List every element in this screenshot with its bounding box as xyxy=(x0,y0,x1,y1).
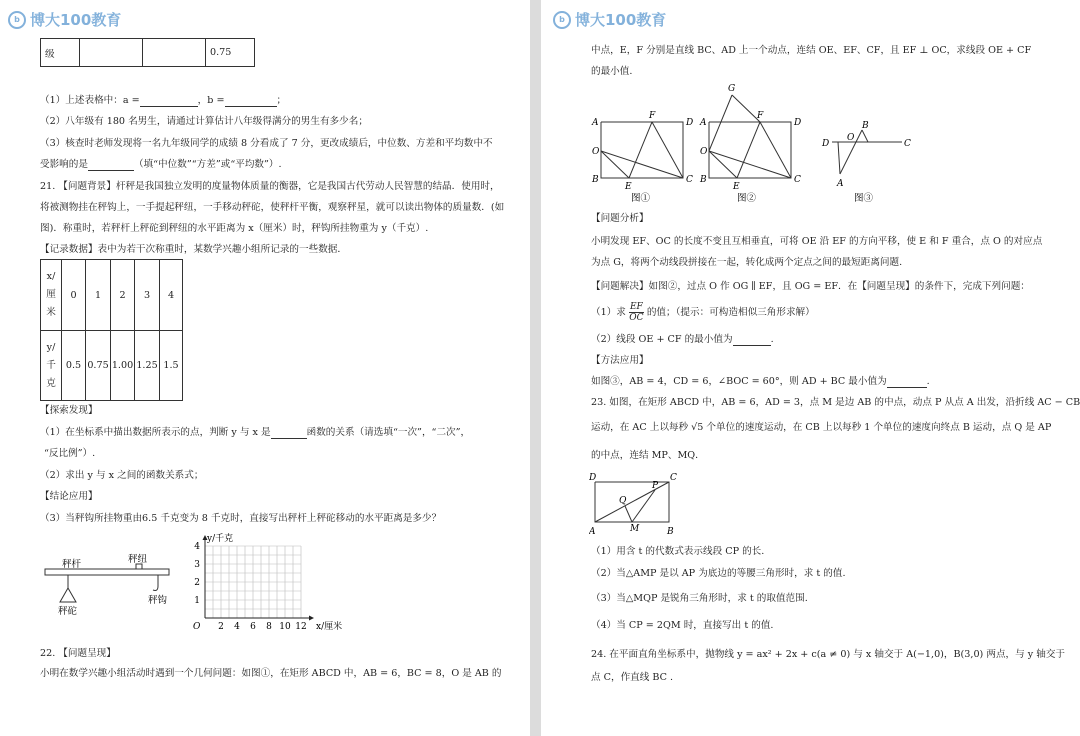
origin-label: O xyxy=(193,622,201,632)
figure-caption: 图② xyxy=(737,193,757,204)
y-tick-label: 1 xyxy=(194,596,200,606)
figure-3 xyxy=(816,118,916,204)
brand-logo-icon: b xyxy=(8,11,26,29)
solve-q2 xyxy=(591,333,774,346)
svg-text:E: E xyxy=(733,182,740,192)
segment-da xyxy=(838,142,840,174)
table-cell: 级 xyxy=(41,39,80,67)
q23-line2: 运动，在 AC 上以每秒 √5 个单位的速度运动，在 CB 上以每秒 1 个单位的速度向终点 B 运动，点 Q 是 AP xyxy=(591,422,1052,433)
q24-line2: 点 C，作直线 BC . xyxy=(591,672,674,683)
figure-caption: 图③ xyxy=(854,193,874,204)
weight-label: 秤砣 xyxy=(58,606,78,617)
svg-text:C: C xyxy=(904,139,911,149)
y-axis-label: y/千克 xyxy=(207,534,234,544)
svg-text:A: A xyxy=(589,527,596,536)
text: 函数的关系（请选填“一次”，“二次”， xyxy=(306,427,471,438)
numerator: EF xyxy=(629,302,643,312)
weight-shape xyxy=(60,588,76,602)
text: 克 xyxy=(46,377,56,389)
analysis-heading: 【问题分析】 xyxy=(591,213,649,224)
svg-text:E: E xyxy=(625,182,632,192)
hook-label: 秤钩 xyxy=(148,595,168,606)
x-tick-label: 6 xyxy=(250,622,256,632)
answer-blank xyxy=(733,335,771,346)
segment-oe xyxy=(601,151,629,178)
text: . xyxy=(770,334,774,345)
svg-text:C: C xyxy=(686,175,693,185)
table-cell: 0 xyxy=(62,260,86,331)
q21-line2: 将被测物挂在秤钩上，一手提起秤纽，一手移动秤砣，使秤杆平衡，观察秤星，就可以读出物体的质量数．(如 xyxy=(40,202,505,213)
svg-text:B: B xyxy=(592,175,599,185)
text: 厘 xyxy=(46,289,56,300)
text: （1）在坐标系中描出数据所表示的点，判断 y 与 x 是 xyxy=(40,427,271,438)
text: 受影响的是 xyxy=(40,159,88,170)
apply-heading: 【结论应用】 xyxy=(40,491,98,502)
svg-text:M: M xyxy=(630,524,640,534)
q22-line1: 22. 【问题呈现】 xyxy=(40,648,116,659)
svg-text:O: O xyxy=(700,147,708,157)
watermark-text: 博大100教育 xyxy=(30,11,122,29)
text: （1）求 xyxy=(591,307,626,318)
segment-ef xyxy=(629,122,652,178)
svg-text:A: A xyxy=(837,179,844,189)
figure-1 xyxy=(591,102,696,204)
right-page xyxy=(541,0,1080,736)
q23-part3: （3）当△MQP 是锐角三角形时，求 t 的取值范围. xyxy=(591,593,808,604)
q20-part2: （2）八年级有 180 名男生，请通过计算估计八年级得满分的男生有多少名； xyxy=(40,116,368,127)
y-tick-label: 4 xyxy=(194,542,200,552)
table-cell: 2 xyxy=(111,260,135,331)
steelyard-figure xyxy=(40,548,180,620)
text: . xyxy=(926,376,930,387)
table-cell: 1.5 xyxy=(160,331,183,401)
q23-part2: （2）当△AMP 是以 AP 为底边的等腰三角形时，求 t 的值. xyxy=(591,568,846,579)
explore-q2: （2）求出 y 与 x 之间的函数关系式； xyxy=(40,470,204,481)
segment-mq xyxy=(625,506,632,522)
q23-line1: 23. 如图，在矩形 ABCD 中，AB = 6，AD = 3，点 M 是边 AB 的中点，动点 P 从点 A 出发，沿折线 AC − CB xyxy=(591,397,1080,408)
hook-shape xyxy=(153,575,158,591)
segment-ef xyxy=(737,122,760,178)
svg-text:Q: Q xyxy=(619,496,627,506)
x-tick-label: 12 xyxy=(295,622,307,632)
table-cell: 1.00 xyxy=(111,331,135,401)
segment-gf xyxy=(732,95,760,122)
svg-text:P: P xyxy=(652,481,659,491)
text: 如图③，AB = 4，CD = 6，∠BOC = 60°，则 AD + BC 最小值为 xyxy=(591,376,887,387)
q20-part1 xyxy=(40,94,286,107)
q22-cont-line2: 的最小值. xyxy=(591,66,633,77)
svg-text:F: F xyxy=(757,111,764,121)
figure-caption: 图① xyxy=(631,193,651,204)
svg-text:D: D xyxy=(589,473,597,483)
watermark xyxy=(8,9,121,30)
answer-blank xyxy=(225,96,277,107)
q22-cont-line1: 中点，E，F 分别是直线 BC、AD 上一个动点，连结 OE、EF、CF，且 EF ⊥ OC，求线段 OE + CF xyxy=(591,45,1032,56)
x-tick-label: 10 xyxy=(279,622,291,632)
q21-line1: 21. 【问题背景】杆秤是我国独立发明的度量物体质量的衡器，它是我国古代劳动人民智慧的结晶．使用时， xyxy=(40,181,500,192)
answer-blank xyxy=(88,160,134,171)
table-cell: 1 xyxy=(86,260,111,331)
q23-part4: （4）当 CP = 2QM 时，直接写出 t 的值. xyxy=(591,620,774,631)
svg-text:A: A xyxy=(592,118,599,128)
svg-text:D: D xyxy=(794,118,802,128)
text: （1）上述表格中：a = xyxy=(40,95,140,106)
svg-text:A: A xyxy=(700,118,707,128)
analysis-line1: 小明发现 EF、OC 的长度不变且互相垂直，可将 OE 沿 EF 的方向平移，使 E 和 F 重合，点 O 的对应点 xyxy=(591,236,1043,247)
y-header-cell xyxy=(41,331,62,401)
fraction xyxy=(629,302,644,323)
text: y/ xyxy=(46,341,56,353)
method-q xyxy=(591,375,930,388)
text: ； xyxy=(276,95,287,106)
figure-2 xyxy=(699,80,803,204)
svg-text:D: D xyxy=(686,118,694,128)
rectangle-abcd xyxy=(601,122,683,178)
q20-part3: （3）核查时老师发现将一名九年级同学的成绩 8 分看成了 7 分，更改成绩后，中位数、方差和平均数中不 xyxy=(40,138,493,149)
segment-og xyxy=(709,95,732,151)
svg-text:O: O xyxy=(847,133,855,143)
table-cell: 4 xyxy=(160,260,183,331)
answer-blank xyxy=(887,377,927,388)
svg-text:B: B xyxy=(700,175,707,185)
q22-line2: 小明在数学兴趣小组活动时遇到一个几何问题：如图①，在矩形 ABCD 中，AB = 6，BC = 8，O 是 AB 的 xyxy=(40,668,502,679)
svg-text:C: C xyxy=(670,473,677,483)
page-gap xyxy=(530,0,541,736)
left-page xyxy=(0,0,530,736)
text: 千 xyxy=(46,359,56,371)
solve-heading: 【问题解决】如图②，过点 O 作 OG ∥ EF，且 OG = EF．在【问题呈现】的条件下，完成下列问题： xyxy=(591,281,1030,292)
text: 米 xyxy=(46,307,56,318)
svg-text:G: G xyxy=(728,84,736,94)
solve-q1 xyxy=(591,302,815,324)
segment-mp xyxy=(632,490,655,522)
answer-blank xyxy=(140,96,198,107)
table-cell: 0.5 xyxy=(62,331,86,401)
q20-part3-cont xyxy=(40,158,282,171)
table-cell xyxy=(143,39,206,67)
text: ，b = xyxy=(197,95,225,106)
table-cell: 1.25 xyxy=(135,331,160,401)
explore-q1 xyxy=(40,426,470,439)
coordinate-grid xyxy=(183,532,355,640)
q21-line4: 【记录数据】表中为若干次称重时，某数学兴趣小组所记录的一些数据． xyxy=(40,244,347,255)
x-header-cell xyxy=(41,260,62,331)
q23-line3: 的中点，连结 MP、MQ． xyxy=(591,450,705,461)
text: x/ xyxy=(46,271,56,282)
answer-blank xyxy=(271,428,307,439)
q21-line3: 图)．称重时，若秤杆上秤砣到秤纽的水平距离为 x（厘米）时，秤钩所挂物重为 y（千克）. xyxy=(40,223,429,234)
svg-text:C: C xyxy=(794,175,801,185)
denominator: OC xyxy=(629,313,644,323)
table-cell: 0.75 xyxy=(206,39,255,67)
knob-label: 秤纽 xyxy=(128,554,148,565)
x-tick-label: 4 xyxy=(234,622,240,632)
table-cell xyxy=(80,39,143,67)
method-heading: 【方法应用】 xyxy=(591,355,649,366)
svg-text:O: O xyxy=(592,147,600,157)
q23-figure xyxy=(589,470,679,536)
x-tick-label: 2 xyxy=(218,622,224,632)
y-tick-label: 3 xyxy=(194,560,200,570)
analysis-line2: 为点 G，将两个动线段拼接在一起，转化成两个定点之间的最短距离问题. xyxy=(591,257,903,268)
svg-text:B: B xyxy=(667,527,674,536)
rectangle-abcd xyxy=(709,122,791,178)
explore-heading: 【探索发现】 xyxy=(40,405,98,416)
explore-q1-cont: “反比例”）. xyxy=(44,448,96,459)
q23-part1: （1）用含 t 的代数式表示线段 CP 的长. xyxy=(591,546,765,557)
svg-text:D: D xyxy=(822,139,830,149)
scale-data-table xyxy=(40,259,183,401)
text: 的值；（提示：可构造相似三角形求解） xyxy=(646,307,815,318)
table-cell: 0.75 xyxy=(86,331,111,401)
segment-bc xyxy=(862,130,868,142)
beam-label: 秤杆 xyxy=(62,559,82,570)
apply-q3: （3）当秤钩所挂物重由6.5 千克变为 8 千克时，直接写出秤杆上秤砣移动的水平距离是多少？ xyxy=(40,513,442,524)
q24-line1: 24. 在平面直角坐标系中，抛物线 y = ax² + 2x + c(a ≠ 0) 与 x 轴交于 A(−1,0)，B(3,0) 两点，与 y 轴交于 xyxy=(591,649,1066,660)
segment-oe xyxy=(709,151,737,178)
watermark-text: 博大100教育 xyxy=(575,11,667,29)
svg-text:F: F xyxy=(649,111,656,121)
brand-logo-icon: b xyxy=(553,11,571,29)
x-axis-label: x/厘米 xyxy=(316,622,343,632)
text: （填“中位数”“方差”或“平均数”）. xyxy=(133,159,282,170)
score-table-fragment xyxy=(40,38,255,67)
table-cell: 3 xyxy=(135,260,160,331)
x-axis-arrow-icon xyxy=(309,616,314,621)
y-tick-label: 2 xyxy=(194,578,200,588)
watermark xyxy=(553,9,666,30)
svg-text:B: B xyxy=(862,121,869,131)
text: （2）线段 OE + CF 的最小值为 xyxy=(591,334,733,345)
x-tick-label: 8 xyxy=(266,622,272,632)
